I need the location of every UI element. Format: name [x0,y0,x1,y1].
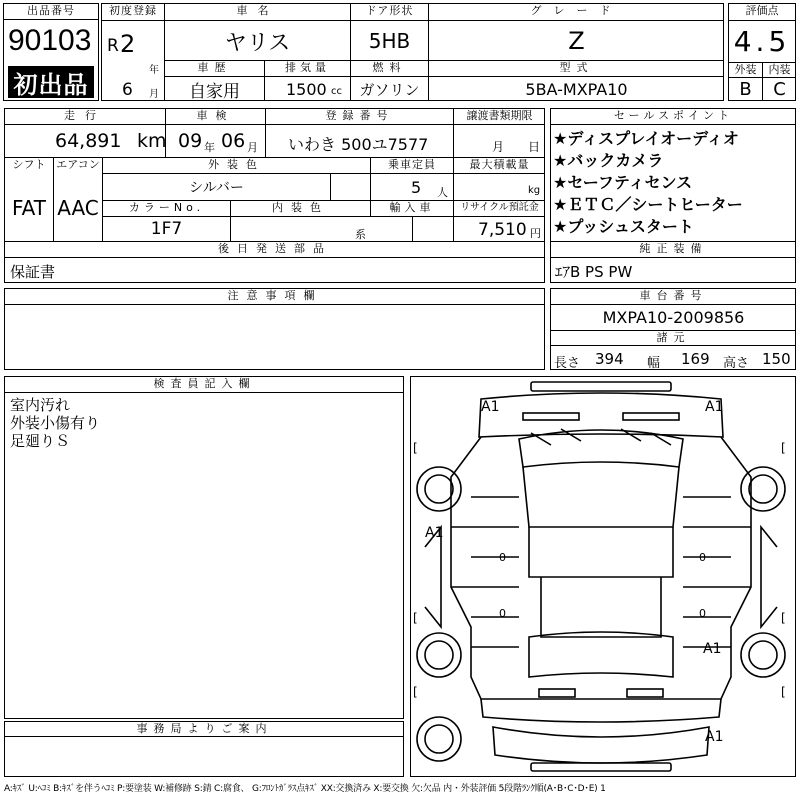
equipment-value: ｴｱB PS PW [555,263,633,281]
zero-mark: 0 [499,551,506,564]
inspection-month-unit: 月 [247,141,258,154]
length: 394 [595,350,624,368]
shift: FAT [11,195,46,220]
history: 自家用 [189,81,240,102]
interior-color-unit: 系 [355,228,366,241]
transfer-label: 譲渡書類期限 [466,109,533,122]
office-label: 事務局よりご案内 [136,722,273,735]
grade-label: グレード [530,4,623,17]
width: 169 [681,350,710,368]
length-label: 長さ [554,356,581,371]
inspection-month: 06 [221,130,246,152]
shift-label: シフト [12,158,46,171]
lot-number: 90103 [8,24,92,57]
damage-mark-right-rear: A1 [703,641,722,657]
displacement-unit: cc [331,86,342,97]
displacement-label: 排気量 [285,61,330,74]
first-reg-label: 初度登録 [109,4,157,17]
sales-point-item: ★ディスプレイオーディオ [553,129,739,148]
notes-label: 注意事項欄 [227,289,323,302]
displacement: 1500 [286,80,327,99]
zero-mark: 0 [499,607,506,620]
door-value: 5HB [368,29,411,53]
mileage-unit: km [137,130,167,152]
sales-point-item: ★プッシュスタート [553,217,694,236]
exterior-color: シルバー [189,180,244,196]
inspector-notes [10,396,100,450]
plate-label: 登録番号 [325,109,394,122]
capacity-unit: 人 [437,186,448,199]
exterior-score: B [739,79,752,100]
door-label: ドア形状 [365,4,414,17]
sales-points-label: セールスポイント [613,109,733,122]
model-label: 型式 [559,61,594,74]
import-label: 輸入車 [389,201,435,214]
interior-color-label: 内装色 [272,201,329,214]
height: 150 [762,350,791,368]
recycle-unit: 円 [530,227,541,240]
color-no: 1F7 [150,219,183,239]
transfer-day-unit: 日 [528,140,541,154]
model: 5BA-MXPA10 [525,79,628,99]
bracket-mark: [ [413,685,418,699]
sales-point-item: ★バックカメラ [553,151,664,170]
capacity-label: 乗車定員 [388,158,436,171]
chassis-number: MXPA10-2009856 [602,308,745,327]
legend: A:ｷｽﾞ U:ﾍｺﾐ B:ｷｽﾞを伴うﾍｺﾐ P:要塗装 W:補修跡 S:錆 C:腐食、 G:ﾌﾛﾝﾄｶﾞﾗｽ点ｷｽﾞ XX:交換済み X:要交換 欠:欠品 内・外装評価 5段階ﾗﾝｸ順(A･B･C･D･E) 1 [4,784,606,794]
capacity: 5 [411,178,422,197]
bracket-mark: [ [413,611,418,625]
damage-mark-rear-bumper: A1 [705,729,724,745]
year-unit: 年 [149,65,159,76]
max-load-unit: kg [528,185,541,196]
year-value: 2 [120,30,136,58]
interior-score-label: 内装 [768,63,791,76]
chassis-label: 車台番号 [639,289,708,302]
width-label: 幅 [647,356,661,371]
recycle: 7,510 [478,220,527,240]
transfer-month-unit: 月 [492,140,505,154]
height-label: 高さ [723,356,750,371]
inspection-year-unit: 年 [204,141,215,154]
era: R [107,36,119,56]
specs-label: 諸元 [656,331,691,344]
score-label: 評価点 [745,4,779,17]
inspection-year: 09 [178,130,203,152]
damage-mark-left-door: A1 [425,525,444,541]
recycle-label: リサイクル預託金 [460,202,539,213]
fuel: ガソリン [359,80,420,99]
later-parts: 保証書 [10,263,56,281]
exterior-color-label: 外装色 [208,158,265,171]
damage-mark-front-left: A1 [481,399,500,415]
mileage: 64,891 [55,130,122,152]
bracket-mark: [ [781,611,786,625]
car-name-label: 車名 [236,4,279,17]
sales-point-item: ★ＥＴＣ／シートヒーター [553,195,743,214]
first-listing-badge: 初出品 [8,66,94,98]
inspector-note: 外装小傷有り [10,414,101,432]
bracket-mark: [ [781,685,786,699]
ac: AAC [57,195,99,220]
car-name: ヤリス [224,30,291,56]
later-parts-label: 後日発送部品 [218,242,332,255]
exterior-score-label: 外装 [734,63,757,76]
inspector-label: 検査員記入欄 [153,377,256,390]
lot-label: 出品番号 [27,4,75,17]
max-load-label: 最大積載量 [469,158,530,171]
damage-diagram-box [410,376,796,777]
grade: Z [568,27,585,55]
damage-mark-front-right: A1 [705,399,724,415]
inspector-note: 室内汚れ [10,396,71,414]
ac-label: エアコン [56,158,100,171]
zero-mark: 0 [699,607,706,620]
inspection-label: 車検 [196,109,235,122]
sales-point-item: ★セーフティセンス [553,173,693,192]
bracket-mark: [ [413,441,418,455]
history-label: 車歴 [197,61,232,74]
fuel-label: 燃料 [372,61,407,74]
equipment-label: 純正装備 [639,242,708,255]
car-diagram [411,377,795,776]
month-unit: 月 [149,89,159,100]
sales-points-list [553,128,743,238]
plate: いわき 500ユ7577 [288,135,429,154]
lot-box [3,3,99,101]
mileage-label: 走行 [64,109,106,122]
interior-score: C [773,79,786,100]
score: 4.5 [733,25,791,58]
bracket-mark: [ [781,441,786,455]
color-no-label: カラーNo. [128,201,205,214]
zero-mark: 0 [699,551,706,564]
inspector-note: 足廻りＳ [10,432,71,450]
month-value: 6 [122,80,133,100]
